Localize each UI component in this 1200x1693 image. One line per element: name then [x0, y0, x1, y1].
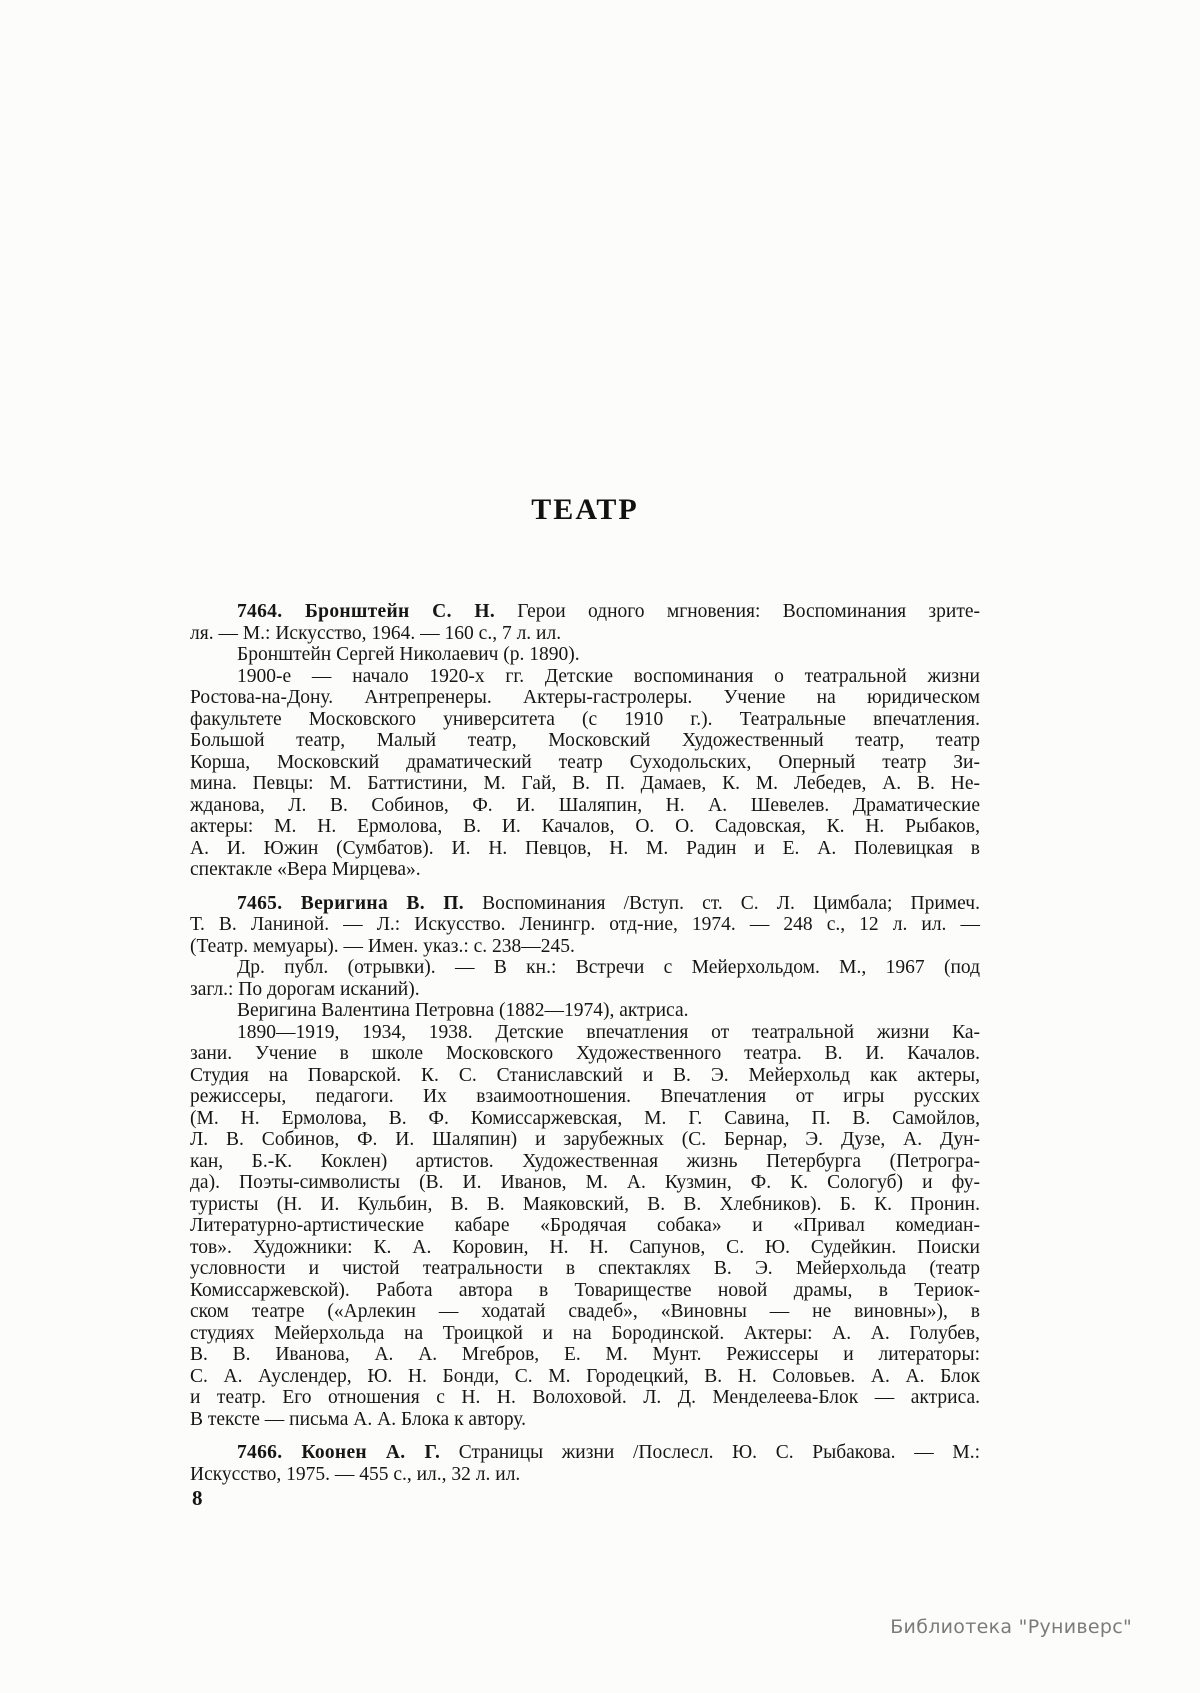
entry-heading-rest: Страницы жизни /Послесл. Ю. С. Рыбакова. — М.:: [440, 1442, 980, 1463]
entry-heading: 7464. Бронштейн С. Н.: [237, 601, 495, 622]
text-line: Большой театр, Малый театр, Московский Художественный театр, театр: [190, 730, 980, 751]
text-line: Комиссаржевской). Работа автора в Товариществе новой драмы, в Териок-: [190, 1279, 980, 1301]
text-line: туристы (Н. И. Кульбин, В. В. Маяковский, В. В. Хлебников). Б. К. Пронин.: [190, 1193, 980, 1215]
text-line: да). Поэты-символисты (В. И. Иванов, М. А. Кузмин, Ф. К. Сологуб) и фу-: [190, 1172, 980, 1193]
text-line: режиссеры, педагоги. Их взаимоотношения. Впечатления от игры русских: [190, 1086, 980, 1107]
entry-heading-rest: Воспоминания /Вступ. ст. С. Л. Цимбала; Примеч.: [463, 892, 980, 914]
paragraph: [190, 601, 980, 644]
entry-heading: 7465. Веригина В. П.: [237, 892, 464, 914]
text-line: Ростова-на-Дону. Антрепренеры. Актеры-гастролеры. Учение на юридическом: [190, 687, 980, 708]
text-line: С. А. Ауслендер, Ю. Н. Бонди, С. М. Городецкий, В. Н. Соловьев. А. А. Блок: [190, 1365, 980, 1387]
entry-heading-rest: Герои одного мгновения: Воспоминания зрите-: [495, 601, 980, 622]
text-line: мина. Певцы: М. Баттистини, М. Гай, В. П. Дамаев, К. М. Лебедев, А. В. Не-: [190, 773, 980, 794]
bibliography-entry-7466: [190, 1442, 980, 1485]
text-line: кан, Б.-К. Коклен) артистов. Художественная жизнь Петербурга (Петрогра-: [190, 1150, 980, 1172]
text-line: ля. — М.: Искусство, 1964. — 160 с., 7 л. ил.: [190, 622, 562, 644]
bibliography-entry-7465: [190, 893, 980, 1431]
text-line: Бронштейн Сергей Николаевич (р. 1890).: [237, 644, 580, 665]
text-line: Искусство, 1975. — 455 с., ил., 32 л. ил.: [190, 1463, 521, 1485]
text-line: Литературно-артистические кабаре «Бродячая собака» и «Привал комедиан-: [190, 1215, 980, 1236]
entry-heading: 7466. Коонен А. Г.: [237, 1442, 441, 1463]
text-line: актеры: М. Н. Ермолова, В. И. Качалов, О. О. Садовская, К. Н. Рыбаков,: [190, 816, 980, 837]
text-line: [190, 1442, 980, 1464]
text-line: 1890—1919, 1934, 1938. Детские впечатления от театральной жизни Ка-: [237, 1021, 980, 1043]
text-line: Студия на Поварской. К. С. Станиславский и В. Э. Мейерхольд как актеры,: [190, 1064, 980, 1086]
text-line: Веригина Валентина Петровна (1882—1974), актриса.: [237, 1000, 689, 1021]
paragraph: [190, 1022, 980, 1431]
text-line: (М. Н. Ермолова, В. Ф. Комиссаржевская, М. Г. Савина, П. В. Самойлов,: [190, 1107, 980, 1129]
text-line: Корша, Московский драматический театр Суходольских, Оперный театр Зи-: [190, 751, 980, 773]
paragraph: [190, 666, 980, 881]
section-title: ТЕАТР: [531, 493, 639, 526]
text-line: [190, 601, 980, 623]
paragraph: [190, 893, 980, 958]
watermark-label: Библиотека "Руниверс": [890, 1616, 1132, 1638]
text-line: 1900-е — начало 1920-х гг. Детские воспоминания о театральной жизни: [237, 665, 980, 687]
text-line: В. В. Иванова, А. А. Мгебров, Е. М. Мунт. Режиссеры и литераторы:: [190, 1344, 980, 1365]
bibliography-entry-7464: [190, 601, 980, 881]
text-line: Л. В. Собинов, Ф. И. Шаляпин) и зарубежных (С. Бернар, Э. Дузе, А. Дун-: [190, 1129, 980, 1150]
text-line: факультете Московского университета (с 1910 г.). Театральные впечатления.: [190, 708, 980, 730]
paragraph: [190, 957, 980, 1000]
text-line: условности и чистой театральности в спектаклях В. Э. Мейерхольда (театр: [190, 1258, 980, 1279]
text-line: жданова, Л. В. Собинов, Ф. И. Шаляпин, Н. А. Шевелев. Драматические: [190, 794, 980, 816]
page-number: 8: [192, 1486, 203, 1510]
paragraph: [190, 1000, 980, 1022]
text-line: ском театре («Арлекин — ходатай свадеб», «Виновны — не виновны»), в: [190, 1301, 980, 1322]
text-line: (Театр. мемуары). — Имен. указ.: с. 238—245.: [190, 935, 575, 957]
text-line: Т. В. Ланиной. — Л.: Искусство. Ленингр. отд-ние, 1974. — 248 с., 12 л. ил. —: [190, 914, 980, 935]
bibliography-entries: [190, 601, 980, 1485]
text-line: и театр. Его отношения с Н. Н. Волоховой. Л. Д. Менделеева-Блок — актриса.: [190, 1387, 980, 1408]
text-line: студиях Мейерхольда на Троицкой и на Бородинской. Актеры: А. А. Голубев,: [190, 1322, 980, 1344]
text-line: [190, 893, 980, 915]
text-line: тов». Художники: К. А. Коровин, Н. Н. Сапунов, С. Ю. Судейкин. Поиски: [190, 1236, 980, 1258]
text-line: Др. публ. (отрывки). — В кн.: Встречи с Мейерхольдом. М., 1967 (под: [237, 957, 980, 978]
text-line: В тексте — письма А. А. Блока к автору.: [190, 1408, 526, 1430]
text-line: загл.: По дорогам исканий).: [190, 978, 420, 1000]
text-line: А. И. Южин (Сумбатов). И. Н. Певцов, Н. М. Радин и Е. А. Полевицкая в: [190, 837, 980, 859]
text-line: зани. Учение в школе Московского Художественного театра. В. И. Качалов.: [190, 1043, 980, 1064]
paragraph: [190, 1442, 980, 1485]
paragraph: [190, 644, 980, 666]
text-line: спектакле «Вера Мирцева».: [190, 859, 421, 880]
